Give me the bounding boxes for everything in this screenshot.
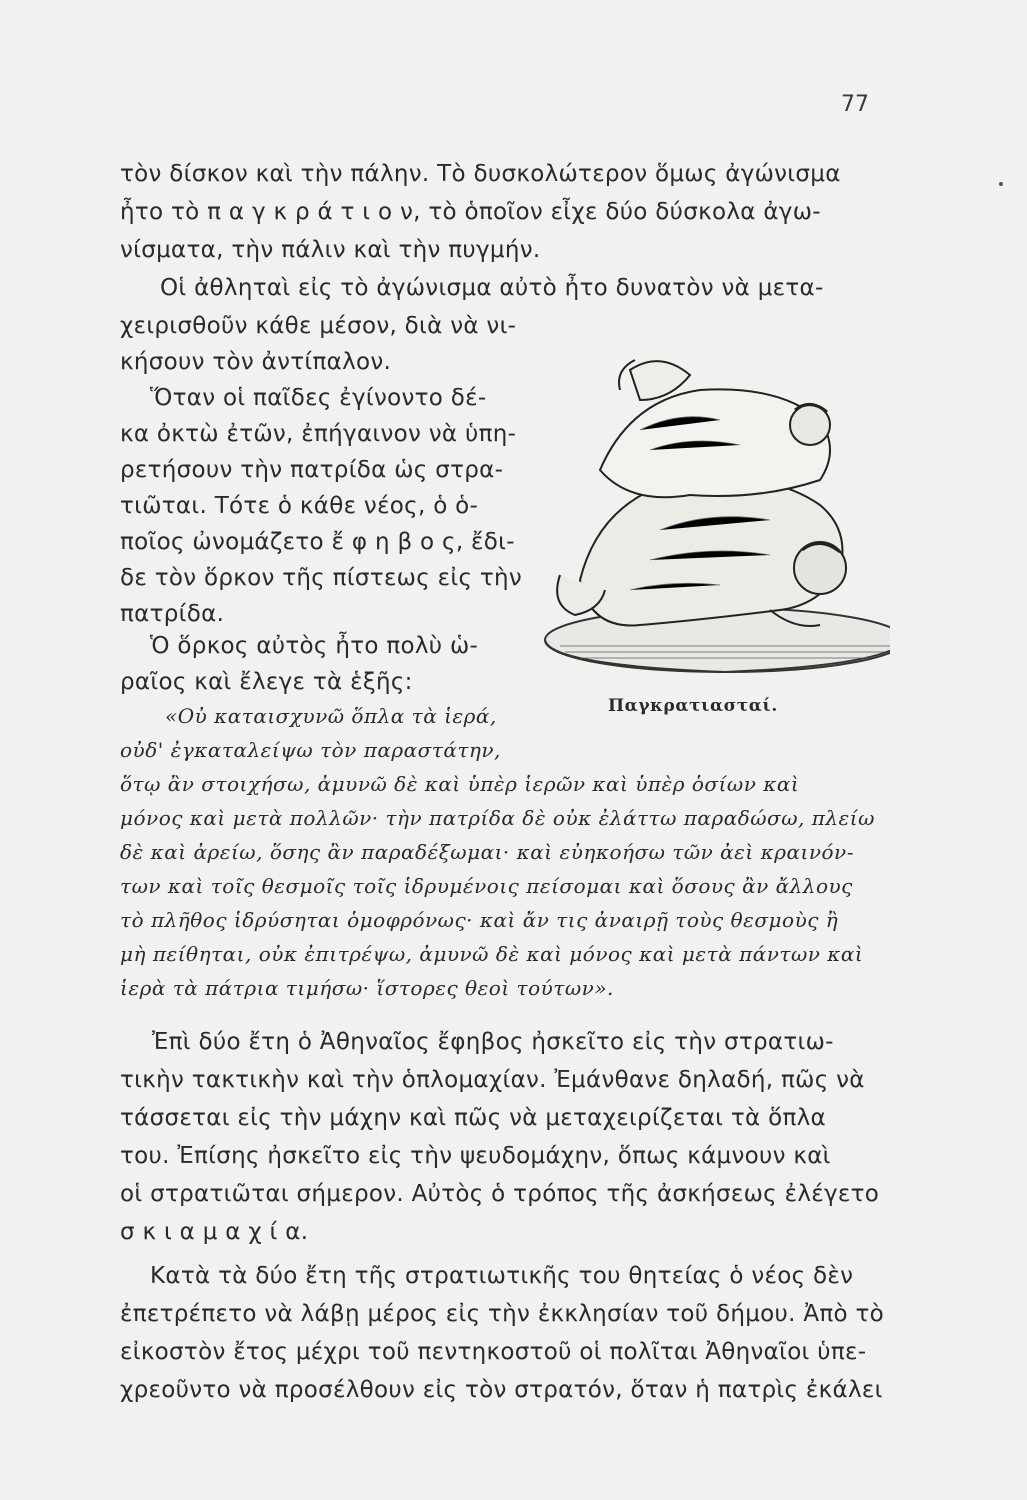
text-line: χειρισθοῦν κάθε μέσον, διὰ νὰ νι- (120, 313, 517, 339)
text-line: πατρίδα. (120, 601, 225, 627)
oath-line: μόνος καὶ μετὰ πολλῶν· τὴν πατρίδα δὲ οὐκ ἐλάττω παραδώσω, πλείω (120, 806, 875, 830)
oath-line: μὴ πείθηται, οὐκ ἐπιτρέψω, ἀμυνῶ δὲ καὶ μόνος καὶ μετὰ πάντων καὶ (120, 942, 864, 966)
text-line: σ κ ι α μ α χ ί α. (120, 1219, 309, 1245)
text-line: δε τὸν ὅρκον τῆς πίστεως εἰς τὴν (120, 565, 523, 591)
figure-caption: Παγκρατιασταί. (608, 696, 778, 716)
text-line: τὸν δίσκον καὶ τὴν πάλην. Τὸ δυσκολώτερον ὅμως ἀγώνισμα (120, 161, 841, 187)
text-line: τικὴν τακτικὴν καὶ τὴν ὁπλομαχίαν. Ἐμάνθανε δηλαδή, πῶς νὰ (120, 1067, 865, 1093)
text-line: κήσουν τὸν ἀντίπαλον. (120, 349, 392, 375)
text-line: Οἱ ἀθληταὶ εἰς τὸ ἀγώνισμα αὐτὸ ἦτο δυνατὸν νὰ μετα- (160, 275, 824, 301)
text-line: κα ὀκτὼ ἐτῶν, ἐπήγαινον νὰ ὑπη- (120, 421, 517, 447)
text-line: ρετήσουν τὴν πατρίδα ὡς στρα- (120, 457, 504, 483)
pankratiasts-illustration (520, 330, 890, 685)
text-line: χρεοῦντο νὰ προσέλθουν εἰς τὸν στρατόν, ὅταν ἡ πατρὶς ἐκάλει (120, 1377, 883, 1403)
text-line: νίσματα, τὴν πάλιν καὶ τὴν πυγμήν. (120, 237, 541, 263)
oath-line: τὸ πλῆθος ἱδρύσηται ὁμοφρόνως· καὶ ἄν τις ἀναιρῇ τοὺς θεσμοὺς ἢ (120, 908, 839, 932)
text-line: Ὅταν οἱ παῖδες ἐγίνοντο δέ- (150, 385, 487, 411)
oath-line: «Οὐ καταισχυνῶ ὅπλα τὰ ἱερά, (165, 704, 497, 728)
text-line: οἱ στρατιῶται σήμερον. Αὐτὸς ὁ τρόπος τῆς ἀσκήσεως ἐλέγετο (120, 1181, 880, 1207)
text-line: τιῶται. Τότε ὁ κάθε νέος, ὁ ὁ- (120, 493, 479, 519)
page-number: 77 (841, 92, 869, 117)
oath-line: ὅτῳ ἂν στοιχήσω, ἀμυνῶ δὲ καὶ ὑπὲρ ἱερῶν καὶ ὑπὲρ ὁσίων καὶ (120, 772, 800, 796)
margin-mark (999, 182, 1003, 186)
text-line: του. Ἐπίσης ἠσκεῖτο εἰς τὴν ψευδομάχην, ὅπως κάμνουν καὶ (120, 1143, 831, 1169)
oath-line: οὐδ' ἐγκαταλείψω τὸν παραστάτην, (120, 738, 501, 762)
text-line: Ἐπὶ δύο ἔτη ὁ Ἀθηναῖος ἔφηβος ἠσκεῖτο εἰς τὴν στρατιω- (152, 1029, 834, 1055)
text-line: Ὁ ὅρκος αὐτὸς ἦτο πολὺ ὡ- (150, 633, 479, 659)
oath-line: ἱερὰ τὰ πάτρια τιμήσω· ἵστορες θεοὶ τούτων». (120, 976, 614, 1000)
text-line: Κατὰ τὰ δύο ἔτη τῆς στρατιωτικῆς του θητείας ὁ νέος δὲν (150, 1263, 854, 1289)
text-line: ραῖος καὶ ἔλεγε τὰ ἑξῆς: (120, 669, 413, 695)
text-line: ἦτο τὸ π α γ κ ρ ά τ ι ο ν, τὸ ὁποῖον εἶχε δύο δύσκολα ἀγω- (120, 199, 821, 225)
text-line: τάσσεται εἰς τὴν μάχην καὶ πῶς νὰ μεταχειρίζεται τὰ ὅπλα (120, 1105, 826, 1131)
oath-line: δὲ καὶ ἀρείω, ὅσης ἂν παραδέξωμαι· καὶ εὐηκοήσω τῶν ἀεὶ κραινόν- (120, 840, 854, 864)
oath-line: των καὶ τοῖς θεσμοῖς τοῖς ἱδρυμένοις πείσομαι καὶ ὅσους ἂν ἄλλους (120, 874, 853, 898)
text-line: ἐπετρέπετο νὰ λάβῃ μέρος εἰς τὴν ἐκκλησίαν τοῦ δήμου. Ἀπὸ τὸ (120, 1301, 885, 1327)
text-line: εἰκοστὸν ἔτος μέχρι τοῦ πεντηκοστοῦ οἱ πολῖται Ἀθηναῖοι ὑπε- (120, 1339, 867, 1365)
text-line: ποῖος ὠνομάζετο ἔ φ η β ο ς, ἔδι- (120, 529, 515, 555)
